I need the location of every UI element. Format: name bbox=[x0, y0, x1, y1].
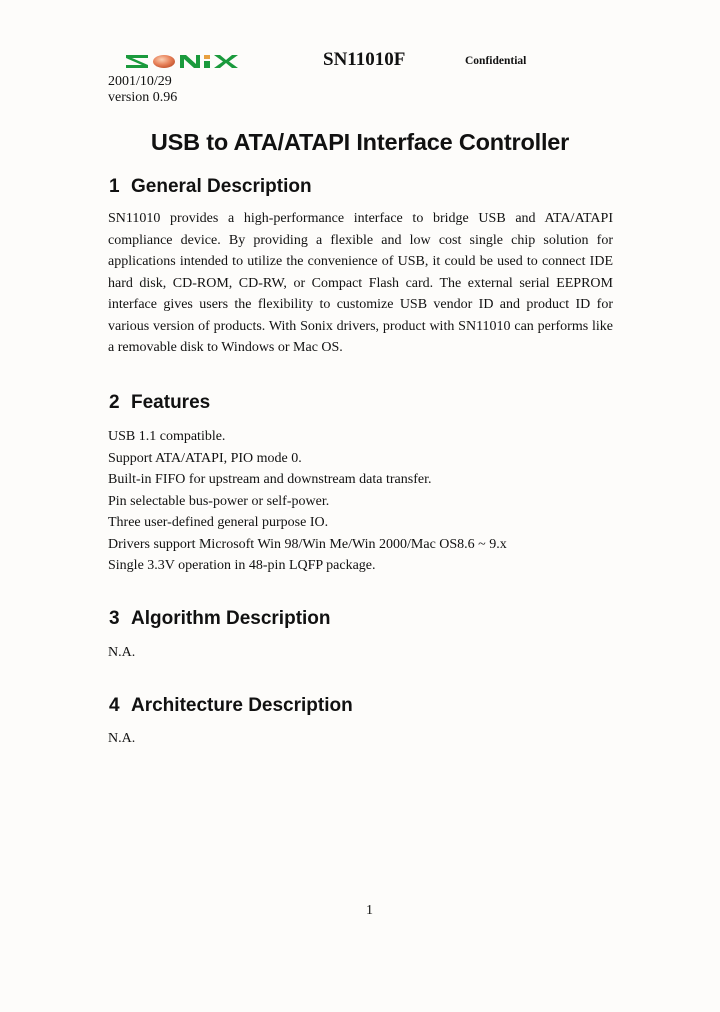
features-list bbox=[108, 426, 507, 577]
document-version: version 0.96 bbox=[108, 90, 178, 105]
classification-label: Confidential bbox=[465, 55, 527, 67]
feature-item: Drivers support Microsoft Win 98/Win Me/Win 2000/Mac OS8.6 ~ 9.x bbox=[108, 536, 507, 552]
section-heading-features bbox=[109, 392, 210, 414]
sonix-logo bbox=[126, 53, 238, 69]
feature-item: Support ATA/ATAPI, PIO mode 0. bbox=[108, 450, 302, 466]
feature-item: Pin selectable bus-power or self-power. bbox=[108, 493, 330, 509]
document-date: 2001/10/29 bbox=[108, 74, 172, 89]
section-title: Algorithm Description bbox=[131, 608, 331, 629]
section-number: 3 bbox=[109, 608, 120, 629]
section-title: Architecture Description bbox=[131, 695, 353, 716]
feature-item: USB 1.1 compatible. bbox=[108, 429, 226, 444]
section-title: Features bbox=[131, 392, 211, 413]
section-number: 2 bbox=[109, 392, 120, 413]
feature-item: Built-in FIFO for upstream and downstream data transfer. bbox=[108, 472, 432, 487]
page-title: USB to ATA/ATAPI Interface Controller bbox=[150, 129, 570, 155]
document-code: SN11010F bbox=[323, 49, 406, 70]
page-number: 1 bbox=[366, 903, 373, 918]
general-description-paragraph: SN11010 provides a high-performance interface to bridge USB and ATA/ATAPI compliance device. By providing a flexible and low cost single chip solution for applications intended to utilize the convenience of USB, it could be used to connect IDE hard disk, CD-ROM, CD-RW, or Compact Flash card. The external serial EEPROM interface gives users the flexibility to customize USB vendor ID and product ID for various version of products. With Sonix drivers, product with SN11010 can performs like a removable disk to Windows or Mac OS. bbox=[108, 211, 613, 355]
section-number: 1 bbox=[109, 176, 120, 197]
section-title: General Description bbox=[131, 176, 312, 197]
section-heading-architecture-description bbox=[109, 695, 353, 717]
section-heading-general-description bbox=[109, 176, 312, 198]
algorithm-description-body: N.A. bbox=[108, 645, 136, 660]
page-header bbox=[0, 0, 720, 110]
feature-item: Three user-defined general purpose IO. bbox=[108, 515, 329, 530]
architecture-description-body: N.A. bbox=[108, 731, 136, 746]
section-number: 4 bbox=[109, 695, 120, 716]
feature-item: Single 3.3V operation in 48-pin LQFP package. bbox=[108, 558, 376, 573]
section-heading-algorithm-description bbox=[109, 608, 331, 630]
